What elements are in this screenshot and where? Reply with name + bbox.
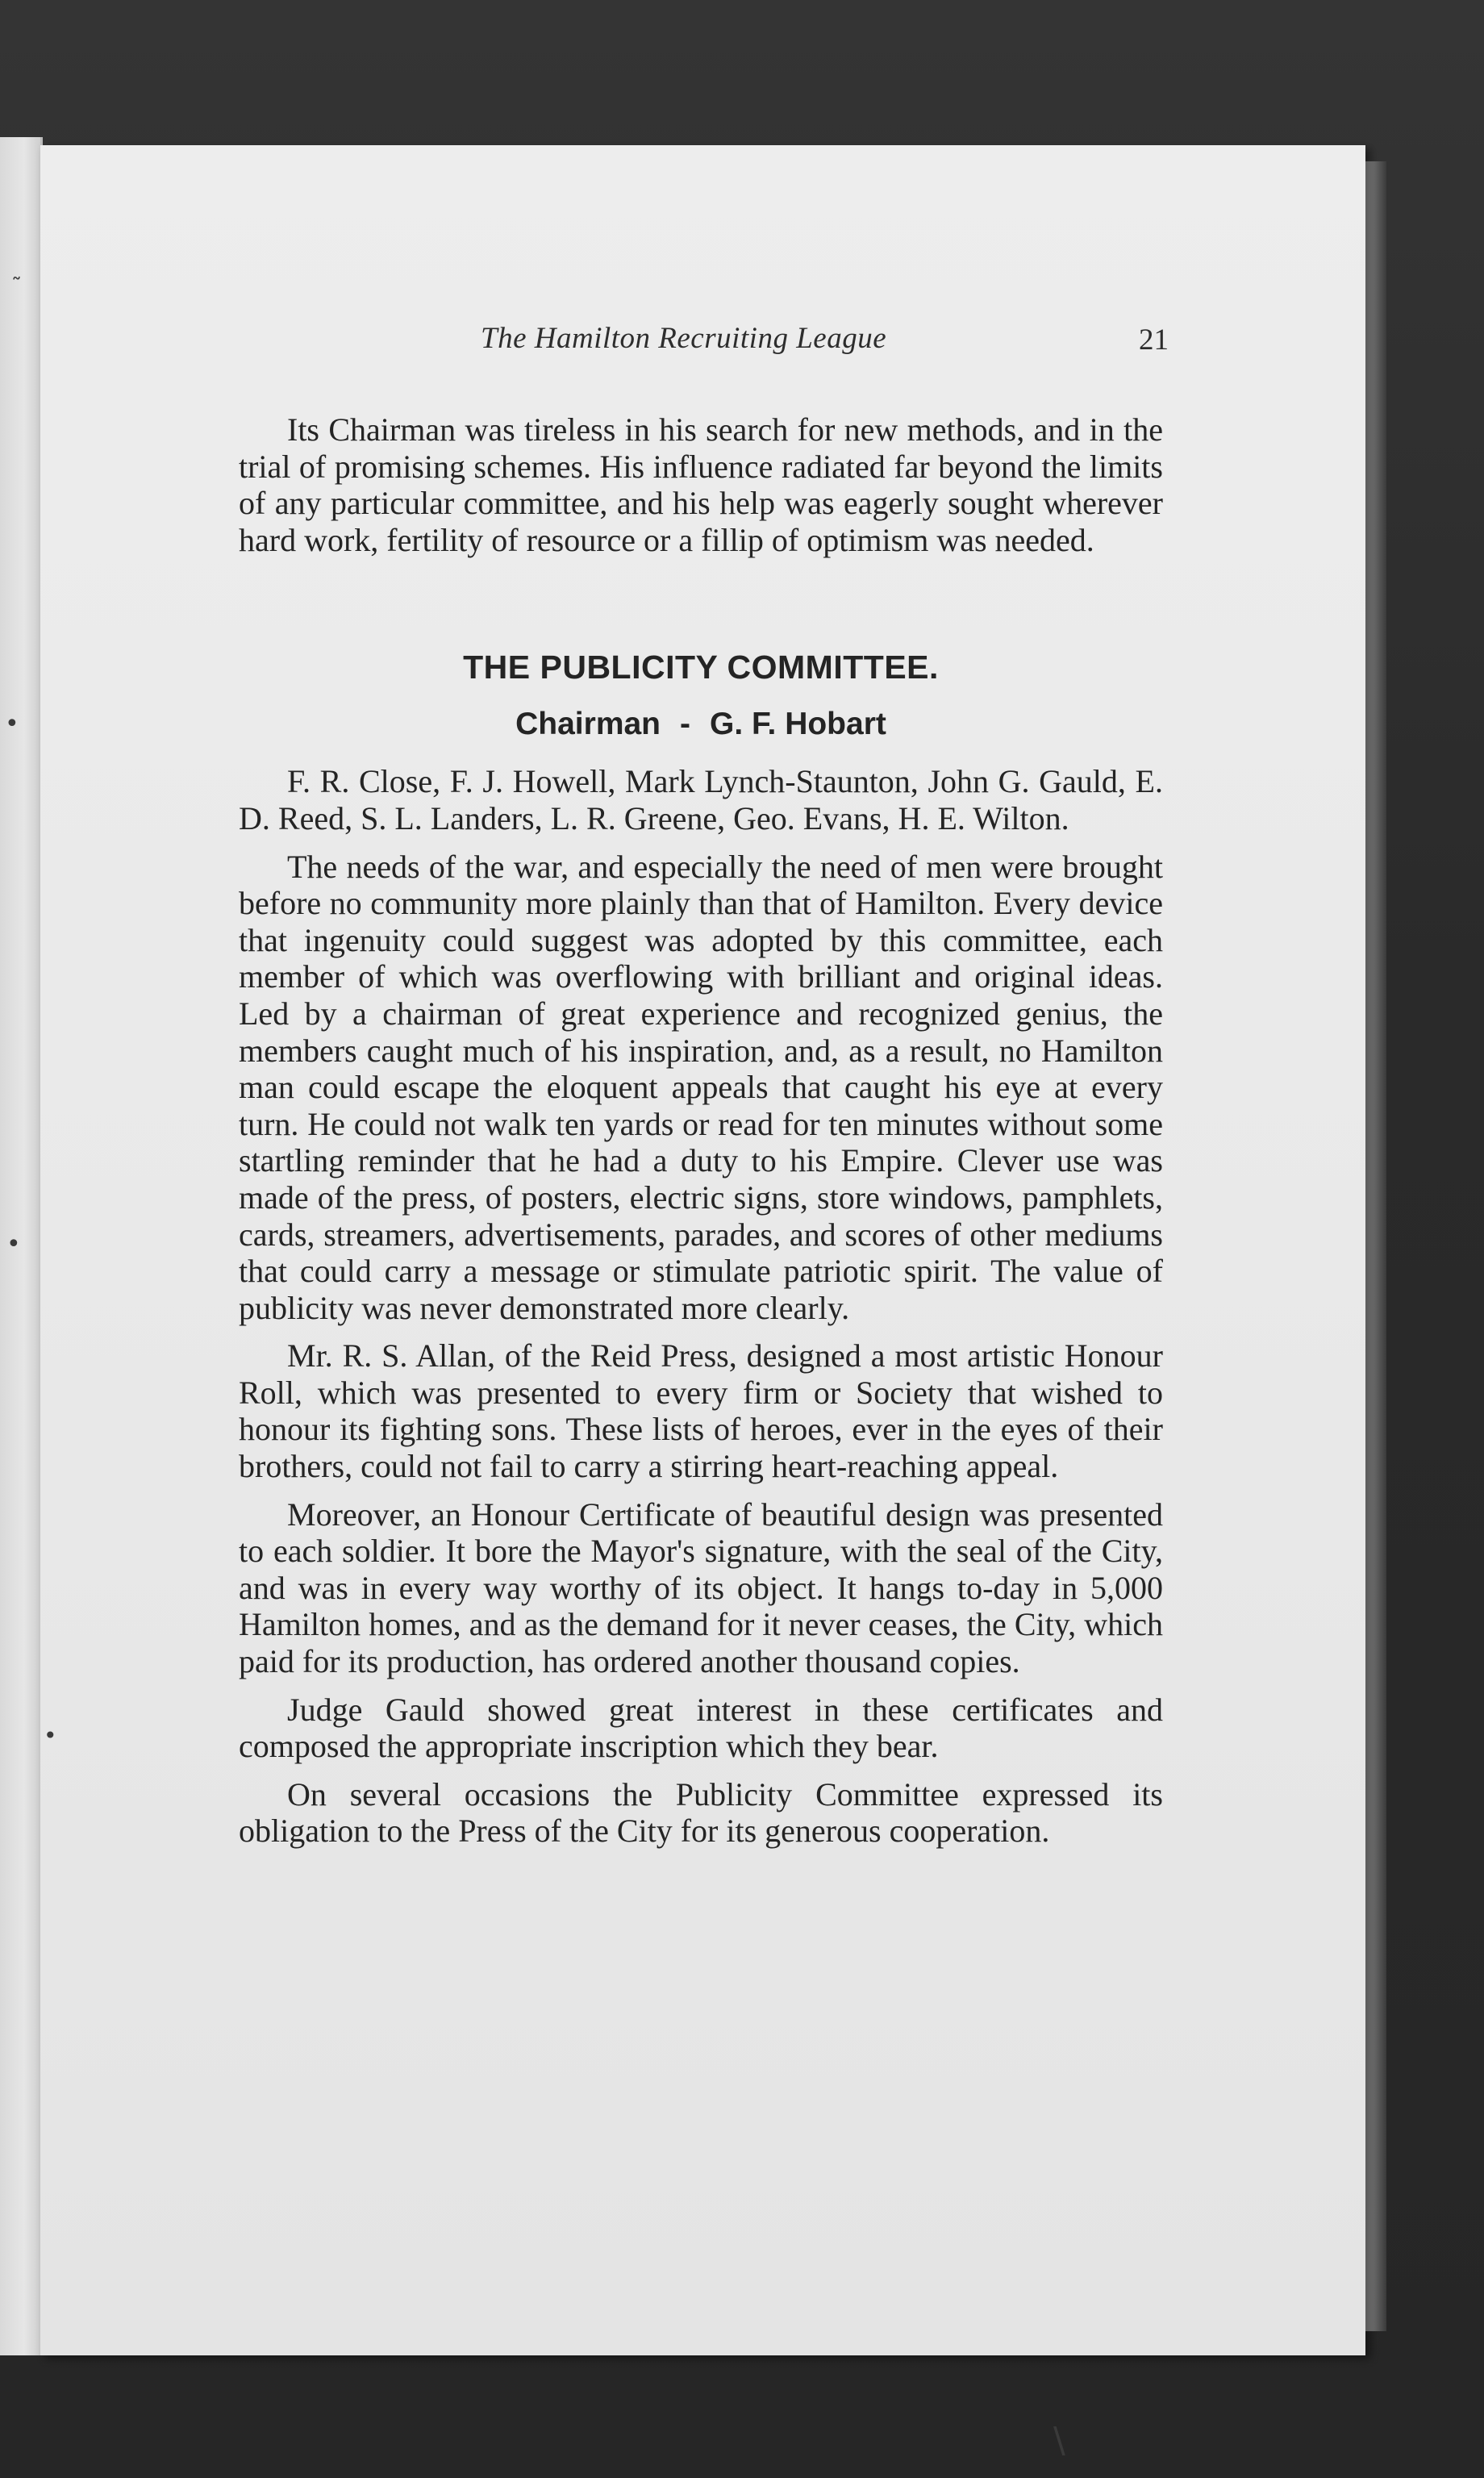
margin-speck: • (44, 1722, 57, 1749)
running-title: The Hamilton Recruiting League (481, 322, 887, 355)
body-paragraph: Judge Gauld showed great interest in these certificates and composed the appropriate inscription which they bear. (239, 1691, 1163, 1765)
margin-speck: • (6, 1230, 21, 1258)
chairman-line (239, 705, 1163, 744)
book-page-edge (1365, 161, 1386, 2331)
section-spacer (239, 558, 1163, 647)
chairman-label: Chairman (515, 707, 661, 742)
body-paragraph: Moreover, an Honour Certificate of beautiful design was presented to each soldier. It bore the Mayor's signature, with the seal of the City, and was in every way worthy of its object. It hangs to-day in 5,000 Hamilton homes, and as the demand for it never ceases, the City, which paid for its production, has ordered another thousand copies. (239, 1496, 1163, 1680)
margin-speck: \ (1053, 2420, 1065, 2461)
committee-members-paragraph: F. R. Close, F. J. Howell, Mark Lynch-Staunton, John G. Gauld, E. D. Reed, S. L. Landers, L. R. Greene, Geo. Evans, H. E. Wilton. (239, 763, 1163, 836)
chairman-separator: - (680, 707, 691, 742)
body-paragraph: The needs of the war, and especially the need of men were brought before no community more plainly than that of Hamilton. Every device that ingenuity could suggest was adopted by this committee, each member of which was overflowing with brilliant and original ideas. Led by a chairman of great experience and recognized genius, the members caught much of his inspiration, and, as a result, no Hamilton man could escape the eloquent appeals that caught his eye at every turn. He could not walk ten yards or read for ten minutes without some startling reminder that he had a duty to his Empire. Clever use was made of the press, of posters, electric signs, store windows, pamphlets, cards, streamers, advertisements, parades, and scores of other mediums that could carry a message or stimulate patriotic spirit. The value of publicity was never demonstrated more clearly. (239, 848, 1163, 1326)
section-heading: THE PUBLICITY COMMITTEE. (463, 649, 939, 686)
body-paragraph: Mr. R. S. Allan, of the Reid Press, designed a most artistic Honour Roll, which was presented to every firm or Society that wished to honour its fighting sons. These lists of heroes, ever in the eyes of their brothers, could not fail to carry a stirring heart-reaching appeal. (239, 1337, 1163, 1485)
body-paragraph: On several occasions the Publicity Committee expressed its obligation to the Press of the City for its generous cooperation. (239, 1775, 1163, 1850)
page-number: 21 (1139, 323, 1169, 357)
chairman-name: G. F. Hobart (710, 707, 886, 742)
running-header (481, 321, 1287, 369)
margin-speck: • (5, 710, 19, 738)
margin-speck: ˜ (11, 274, 22, 298)
intro-paragraph: Its Chairman was tireless in his search for new methods, and in the trial of promising schemes. His influence radiated far beyond the limits of any particular committee, and his help was eagerly sought wherever hard work, fertility of resource or a fillip of optimism was needed. (239, 411, 1163, 558)
page-text (239, 411, 1163, 1850)
